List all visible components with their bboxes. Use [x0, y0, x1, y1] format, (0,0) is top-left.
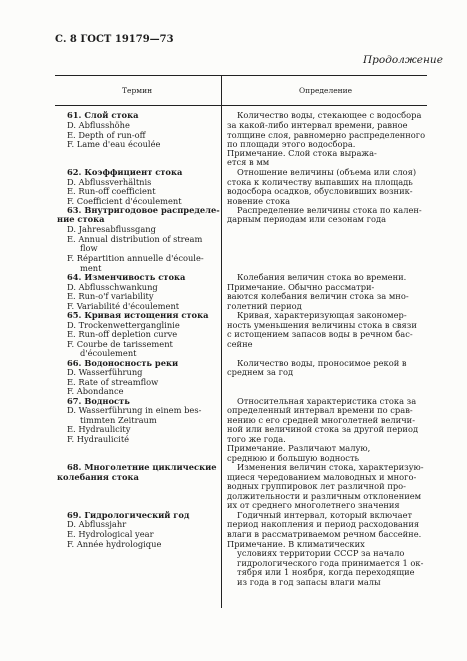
term-french: F. Variabilité d'écoulement: [67, 301, 180, 311]
definition-line: по площади этого водосбора.: [227, 139, 356, 149]
term-english: E. Run-off depletion curve: [67, 329, 178, 339]
term-title: 63. Внутригодовое распределе-: [67, 205, 220, 215]
definition-line: определенный интервал времени по срав-: [227, 405, 413, 415]
definition-line: сейне: [227, 339, 253, 349]
definition-line: голетний период: [227, 301, 302, 311]
term-english: E. Depth of run-off: [67, 130, 146, 140]
definition-line: Распределение величины стока по кален-: [237, 205, 422, 215]
continuation-label: Продолжение: [363, 54, 443, 66]
table-header-rule: [55, 105, 427, 106]
definition-line: Отношение величины (объема или слоя): [237, 167, 417, 177]
definition-line: нению с его средней многолетней величи-: [227, 415, 416, 425]
term-title: 66. Водоносность реки: [67, 358, 179, 368]
column-header-definition: Определение: [299, 86, 353, 95]
definition-line: Количество воды, проносимое рекой в: [237, 358, 407, 368]
term-french-continued: ment: [80, 263, 102, 273]
term-english: E. Annual distribution of stream: [67, 234, 203, 244]
term-french: F. Abondance: [67, 386, 124, 396]
term-title: 64. Изменчивость стока: [67, 272, 186, 282]
definition-line: Годичный интервал, который включает: [237, 510, 413, 520]
term-french: F. Année hydrologique: [67, 539, 162, 549]
definition-line: влаги в рассматриваемом речном бассейне.: [227, 529, 422, 539]
definition-line: с истощением запасов воды в речном бас-: [227, 329, 413, 339]
definition-line: среднюю и большую водность: [227, 453, 360, 463]
term-english: E. Rate of streamflow: [67, 377, 159, 387]
definition-line: ность уменьшения величины стока в связи: [227, 320, 417, 330]
definition-line: ваются колебания величин стока за мно-: [227, 291, 409, 301]
term-title: 62. Коэффициент стока: [67, 167, 183, 177]
definition-line: щиеся чередованием маловодных и много-: [227, 472, 417, 482]
term-german: D. Abflussverhältnis: [67, 177, 152, 187]
definition-note: Примечание. Различают малую,: [227, 443, 371, 453]
definition-line: ной или величиной стока за другой период: [227, 424, 419, 434]
definition-note: Примечание. Слой стока выража-: [227, 148, 377, 158]
definition-line: новение стока: [227, 196, 291, 206]
definition-line: Кривая, характеризующая закономер-: [237, 310, 407, 320]
term-french: F. Lame d'eau écoulée: [67, 139, 161, 149]
definition-line: период накопления и период расходования: [227, 519, 420, 529]
term-title: 67. Водность: [67, 396, 130, 406]
term-german: D. Trockenwetterganglinie: [67, 320, 180, 330]
definition-line: ется в мм: [227, 157, 270, 167]
definition-line: гидрологического года принимается 1 ок-: [237, 558, 424, 568]
term-french: F. Courbe de tarissement: [67, 339, 173, 349]
term-title-continued: колебания стока: [57, 472, 139, 482]
column-divider: [221, 76, 222, 608]
term-german: D. Wasserführung: [67, 367, 143, 377]
term-german: D. Abflusschwankung: [67, 282, 158, 292]
definition-line: толщине слоя, равномерно распределенного: [227, 130, 426, 140]
page-header: С. 8 ГОСТ 19179—73: [55, 34, 174, 45]
definition-line: за какой-либо интервал времени, равное: [227, 120, 408, 130]
table-top-rule: [55, 75, 427, 76]
definition-line: Изменения величин стока, характеризую-: [237, 462, 424, 472]
term-french: F. Hydraulicité: [67, 434, 130, 444]
definition-line: должительности и различным отклонением: [227, 491, 422, 501]
column-header-term: Термин: [122, 86, 153, 95]
term-english: E. Hydraulicity: [67, 424, 131, 434]
term-title-continued: ние стока: [57, 214, 105, 224]
definition-line: стока к количеству выпавших на площадь: [227, 177, 413, 187]
term-french: F. Coefficient d'écoulement: [67, 196, 182, 206]
definition-line: Колебания величин стока во времени.: [237, 272, 407, 282]
term-title: 65. Кривая истощения стока: [67, 310, 209, 320]
definition-note: Примечание. В климатических: [227, 539, 365, 549]
term-german: D. Abflusshöhe: [67, 120, 130, 130]
term-german-continued: timmten Zeitraum: [80, 415, 157, 425]
term-english: E. Hydrological year: [67, 529, 154, 539]
term-german: D. Jahresabflussgang: [67, 224, 156, 234]
term-english: E. Run-off coefficient: [67, 186, 156, 196]
definition-line: тября или 1 ноября, когда переходящие: [237, 567, 415, 577]
term-english: E. Run-o'f variability: [67, 291, 154, 301]
definition-line: из года в год запасы влаги малы: [237, 577, 381, 587]
term-title: 61. Слой стока: [67, 110, 139, 120]
definition-line: среднем за год: [227, 367, 294, 377]
definition-line: водосбора осадков, обусловивших возник-: [227, 186, 413, 196]
term-french: F. Répartition annuelle d'écoule-: [67, 253, 204, 263]
term-title: 68. Многолетние циклические: [67, 462, 217, 472]
term-german: D. Abflussjahr: [67, 519, 127, 529]
term-english-continued: flow: [80, 243, 98, 253]
definition-line: водных группировок лет различной про-: [227, 481, 406, 491]
term-title: 69. Гидрологический год: [67, 510, 190, 520]
definition-note: Примечание. Обычно рассматри-: [227, 282, 375, 292]
definition-line: дарным периодам или сезонам года: [227, 214, 387, 224]
definition-line: условиях территории СССР за начало: [237, 548, 405, 558]
definition-line: того же года.: [227, 434, 286, 444]
definition-line: Количество воды, стекающее с водосбора: [237, 110, 422, 120]
definition-line: их от среднего многолетнего значения: [227, 500, 400, 510]
definition-line: Относительная характеристика стока за: [237, 396, 417, 406]
term-french-continued: d'écoulement: [80, 348, 137, 358]
term-german: D. Wasserführung in einem bes-: [67, 405, 202, 415]
